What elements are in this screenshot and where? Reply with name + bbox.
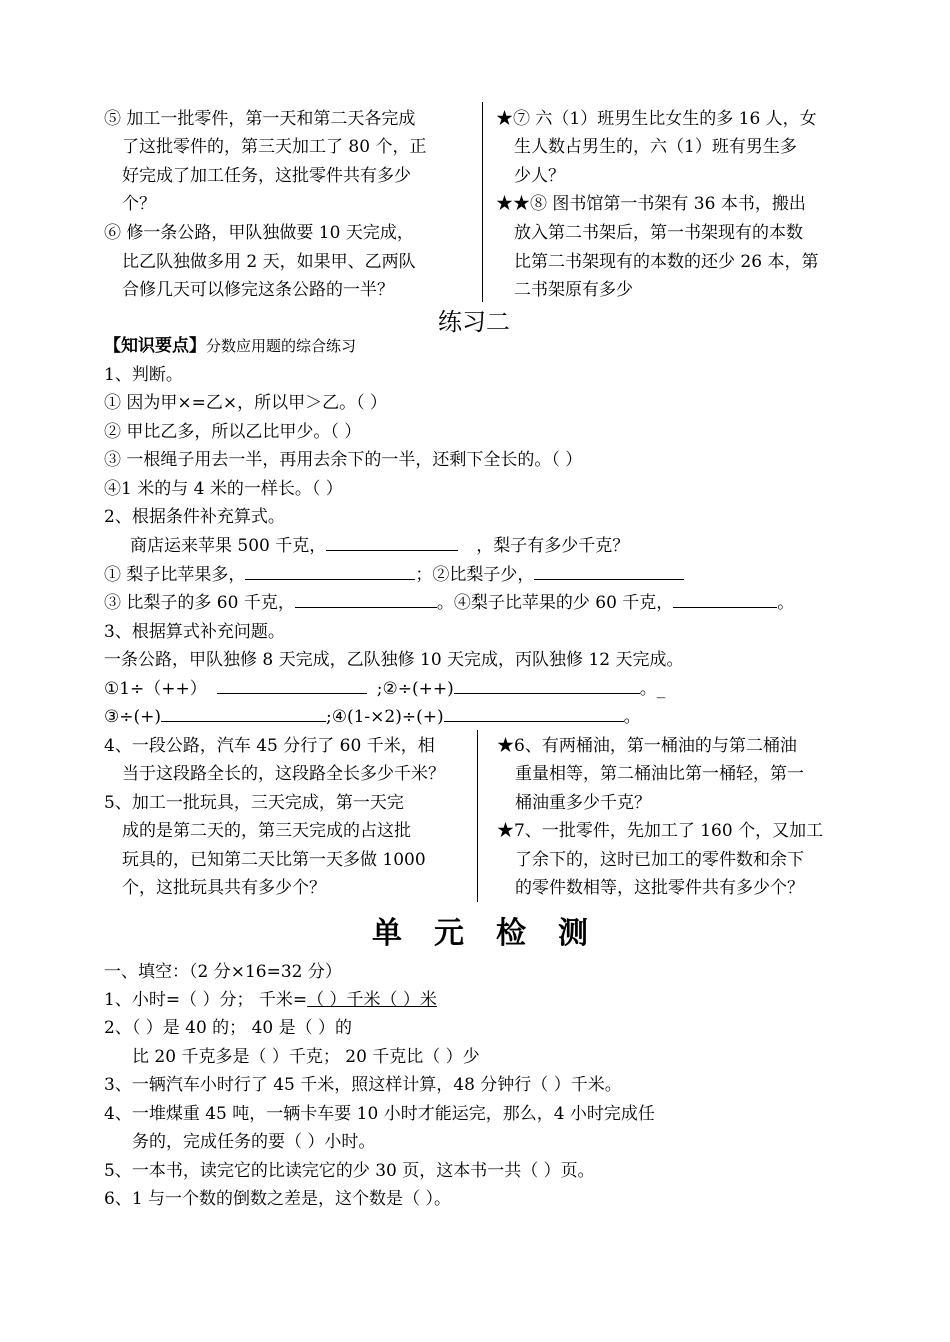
fill-q6: 6、1 与一个数的倒数之差是，这个数是（ ）。: [104, 1189, 451, 1209]
fill-q5: 5、一本书，读完它的比读完它的少 30 页，这本书一共（ ）页。: [104, 1161, 595, 1181]
column-divider-mid: [477, 730, 478, 902]
fill-q3: 3、一辆汽车小时行了 45 千米，照这样计算，48 分钟行（ ）千米。: [104, 1075, 622, 1095]
q5b-line4: 个，这批玩具共有多少个？: [122, 878, 326, 898]
q5-line3: 好完成了加工任务，这批零件共有多少: [122, 166, 411, 186]
q2-line3-mid: 。④梨子比苹果的少 60 千克，: [436, 593, 674, 613]
knowledge-points-heading: 【知识要点】: [104, 336, 206, 356]
q2-line1-text: 商店运来苹果 500 千克，: [130, 536, 327, 556]
q7-line2: 生人数占男生的，六（1）班有男生多: [514, 137, 797, 157]
answer-blank[interactable]: [245, 561, 415, 580]
q6b-line2: 重量相等，第二桶油比第一桶轻，第一: [515, 764, 804, 784]
column-divider-top: [482, 102, 483, 302]
q4-line2: 当于这段路全长的，这段路全长多少千米？: [122, 764, 445, 784]
q6-line3: 合修几天可以修完这条公路的一半？: [122, 280, 394, 300]
q3-line2-end: 。: [623, 707, 641, 727]
q5-line1: ⑤ 加工一批零件，第一天和第二天各完成: [104, 109, 416, 129]
q5-line2: 了这批零件的，第三天加工了 80 个，正: [122, 137, 427, 157]
q2-line2: [104, 561, 684, 589]
fill-q4-cont: 务的，完成任务的要（ ）小时。: [132, 1132, 376, 1152]
q5b-line1: 5、加工一批玩具，三天完成，第一天完: [104, 793, 404, 813]
answer-blank[interactable]: [673, 589, 777, 608]
q2-line3-end: 。: [777, 593, 795, 613]
q3-expr2: ;②÷(++): [376, 679, 454, 699]
q1-item3: ③ 一根绳子用去一半，再用去余下的一半，还剩下全长的。（ ）: [104, 450, 583, 470]
q3-expr4: ;④(1-×2)÷(+): [326, 707, 444, 727]
q7b-line1: ★7、一批零件，先加工了 160 个，又加工: [497, 821, 824, 841]
q3-line1-end: 。_: [639, 679, 666, 699]
q3-line1: [104, 675, 665, 703]
answer-blank[interactable]: [161, 703, 326, 722]
answer-blank[interactable]: [326, 532, 458, 551]
q7b-line2: 了余下的，这时已加工的零件数和余下: [515, 850, 804, 870]
section-title-practice2: 练习二: [438, 308, 510, 336]
part1-heading: 一、填空：（2 分×16=32 分）: [104, 962, 342, 982]
fill-q2-cont: 比 20 千克多是（ ）千克； 20 千克比（ ）少: [132, 1047, 480, 1067]
q3-line2: [104, 703, 641, 731]
q2-line2-text: ① 梨子比苹果多，: [104, 565, 246, 585]
knowledge-points: [104, 332, 356, 360]
q1-item2: ② 甲比乙多，所以乙比甲少。（ ）: [104, 422, 362, 442]
q1-title: 1、判断。: [104, 365, 183, 385]
q2-line1: [130, 532, 629, 560]
q8-line2: 放入第二书架后，第一书架现有的本数: [514, 223, 803, 243]
q2-title: 2、根据条件补充算式。: [104, 507, 285, 527]
q1-item4: ④1 米的与 4 米的一样长。（ ）: [104, 479, 343, 499]
q3-expr3: ③÷(+): [104, 707, 161, 727]
q3-title: 3、根据算式补充问题。: [104, 622, 285, 642]
q7-line1: ★⑦ 六（1）班男生比女生的多 16 人，女: [496, 109, 817, 129]
q3-expr1: ①1÷（++）: [104, 679, 207, 699]
fill-q1-text: 1、小时=（ ）分； 千米=: [104, 990, 308, 1010]
q5b-line2: 成的是第二天的，第三天完成的占这批: [122, 821, 411, 841]
q8-line4: 二书架原有多少: [514, 280, 633, 300]
fill-q2: 2、（ ）是 40 的； 40 是（ ）的: [104, 1018, 353, 1038]
section-title-unit-test: 单元检测: [372, 916, 620, 951]
q6-line1: ⑥ 修一条公路，甲队独做要 10 天完成，: [104, 223, 414, 243]
q7b-line3: 的零件数相等，这批零件共有多少个？: [515, 878, 804, 898]
q8-line1: ★★⑧ 图书馆第一书架有 36 本书，搬出: [496, 194, 806, 214]
answer-blank[interactable]: [454, 675, 640, 694]
q2-line1-tail: ，梨子有多少千克？: [476, 536, 630, 556]
q8-line3: 比第二书架现有的本数的还少 26 本，第: [514, 252, 819, 272]
fill-q4: 4、一堆煤重 45 吨，一辆卡车要 10 小时才能运完，那么，4 小时完成任: [104, 1104, 655, 1124]
answer-blank[interactable]: [534, 561, 684, 580]
q6b-line3: 桶油重多少千克？: [515, 793, 651, 813]
answer-blank[interactable]: [217, 675, 367, 694]
fill-q1: [104, 986, 437, 1014]
q5-line4: 个？: [122, 194, 156, 214]
q2-line2-mid: ；②比梨子少，: [415, 565, 535, 585]
q1-item1: ① 因为甲×=乙×，所以甲＞乙。（ ）: [104, 393, 388, 413]
answer-blank[interactable]: [444, 703, 624, 722]
q6b-line1: ★6、有两桶油，第一桶油的与第二桶油: [497, 736, 797, 756]
knowledge-points-body: 分数应用题的综合练习: [206, 337, 357, 355]
q2-line3-text: ③ 比梨子的多 60 千克，: [104, 593, 295, 613]
answer-blank[interactable]: [295, 589, 437, 608]
fill-q1-underlined: （ ）千米（ ）米: [307, 990, 437, 1010]
q4-line1: 4、一段公路，汽车 45 分行了 60 千米，相: [104, 736, 435, 756]
q6-line2: 比乙队独做多用 2 天，如果甲、乙两队: [122, 252, 416, 272]
q2-line3: [104, 589, 794, 617]
q5b-line3: 玩具的，已知第二天比第一天多做 1000: [122, 850, 426, 870]
q7-line3: 少人？: [514, 166, 565, 186]
q3-description: 一条公路，甲队独修 8 天完成，乙队独修 10 天完成，丙队独修 12 天完成。: [104, 650, 684, 670]
